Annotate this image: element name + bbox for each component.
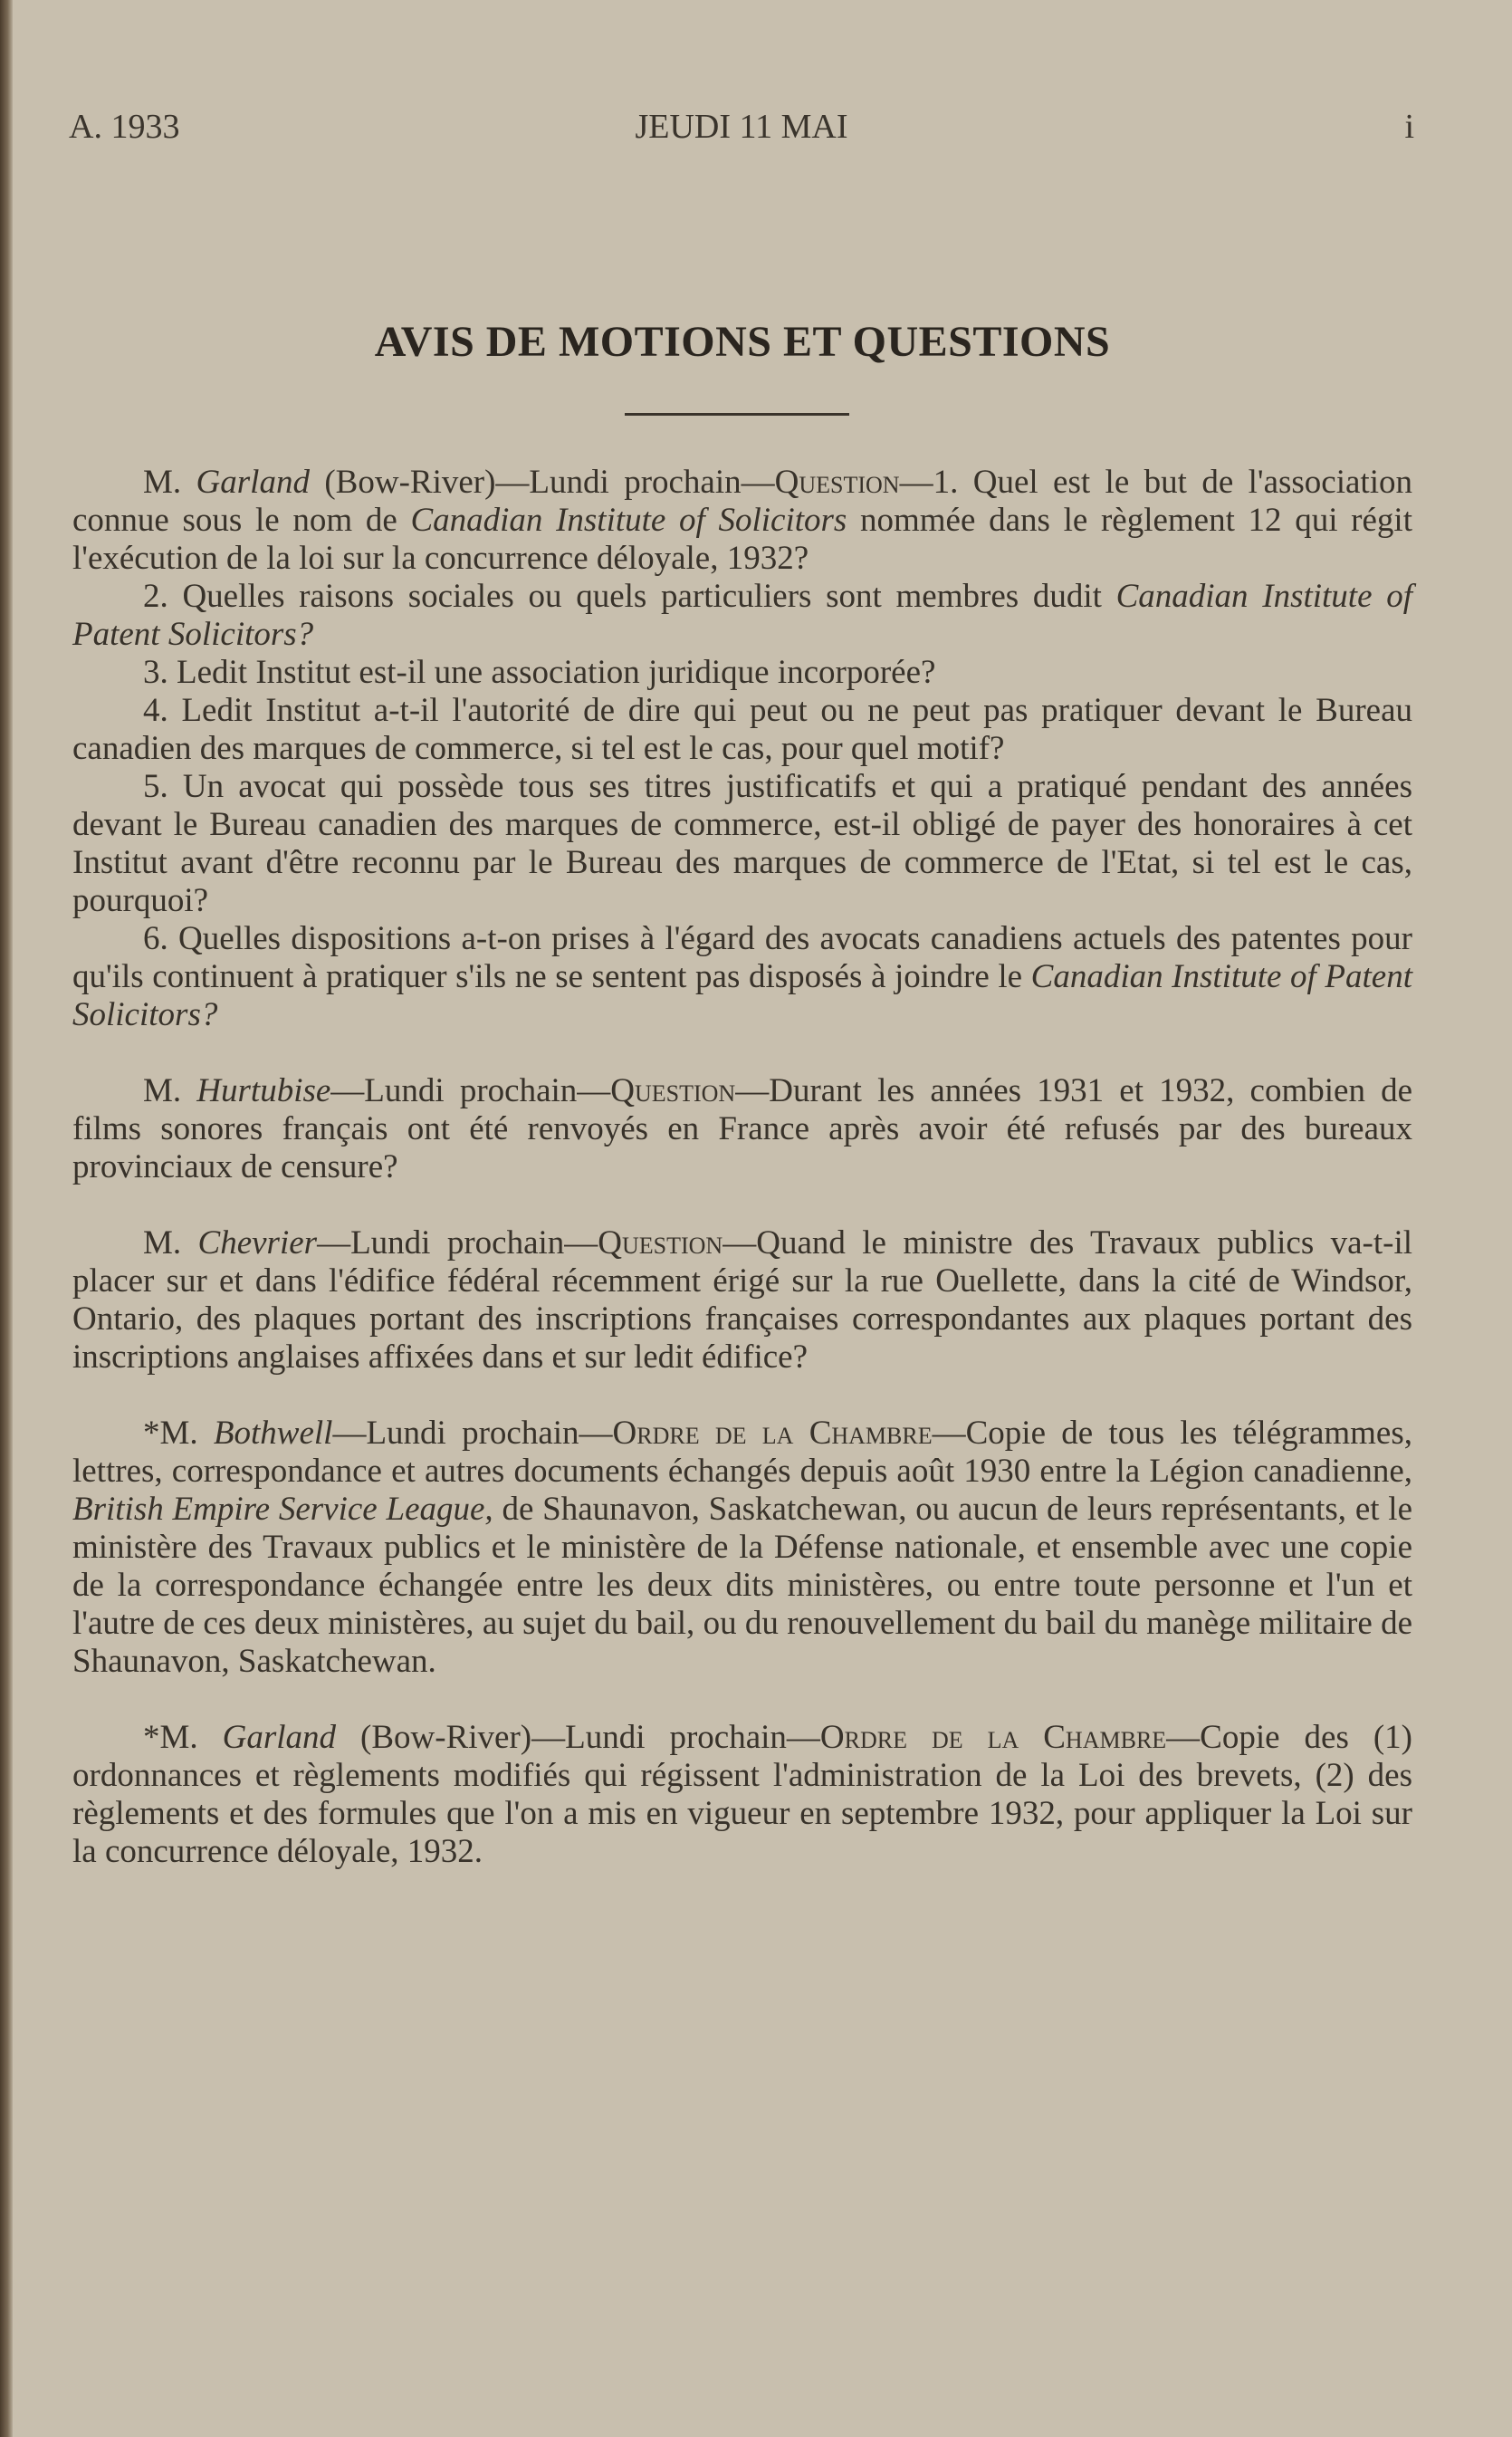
notice-type: Question [598,1224,723,1262]
notice-type: Question [774,464,900,501]
order-text: —Copie des (1) ordonnances et règlements modifiés qui régissent l'administration de la Loi des brevets, (2) des règlements et des formules que l'on a mis en vigueur en septembre 1932, pour appliquer la Loi sur la concurrence déloyale, 1932. [72,1719,1412,1870]
date-text: —Lundi prochain— [317,1224,598,1262]
question-text: —1. Quel est le but de l'association connue sous le nom de [72,464,1412,539]
garland-question-para-5: 5. Un avocat qui possède tous ses titres justificatifs et qui a pratiqué pendant des années devant le Bureau canadien des marques de commerce, est-il obligé de payer des honoraires à cet Institut avant d'être reconnu par le Bureau des marques de commerce de l'Etat, si tel est le cas, pourquoi? [72,768,1412,919]
header-year: A. 1933 [69,108,180,146]
bothwell-order [72,1415,1412,1681]
member-name: Chevrier [197,1224,318,1262]
hurtubise-question [72,1072,1412,1186]
institute-name: Canadian Institute of Solicitors [410,502,847,539]
date-text: —Lundi prochain— [330,1072,611,1109]
notice-type: Ordre de la Chambre [612,1415,933,1452]
member-prefix: *M. [143,1719,223,1756]
member-prefix: M. [143,464,196,501]
member-name: Bothwell [213,1415,333,1452]
garland-question-para-6 [72,920,1412,1034]
riding-and-date: (Bow-River)—Lundi prochain— [309,464,775,501]
page-title: AVIS DE MOTIONS ET QUESTIONS [374,318,1111,366]
date-text: —Lundi prochain— [332,1415,613,1452]
question-text: 6. Quelles dispositions a-t-on prises à l'égard des avocats canadiens actuels des patentes pour qu'ils continuent à pratiquer s'ils ne se sentent pas disposés à joindre le [72,920,1412,995]
riding-and-date: (Bow-River)—Lundi prochain— [336,1719,820,1756]
member-prefix: M. [143,1224,198,1262]
question-text: —Durant les années 1931 et 1932, combien de films sonores français ont été renvoyés en France après avoir été refusés par des bureaux provinciaux de censure? [72,1072,1413,1185]
member-prefix: *M. [143,1415,214,1452]
notices-body [72,464,1412,1871]
institute-name: Canadian Institute of Patent Solicitors? [72,578,1412,653]
notice-type: Ordre de la Chambre [819,1719,1167,1756]
garland-question-para-4: 4. Ledit Institut a-t-il l'autorité de dire qui peut ou ne peut pas pratiquer devant le Bureau canadien des marques de commerce, si tel est le cas, pour quel motif? [72,692,1412,767]
organization-name: British Empire Service League, [72,1491,493,1528]
running-header [69,107,1414,152]
garland-question-para-3: 3. Ledit Institut est-il une association juridique incorporée? [143,654,936,691]
garland-order [72,1719,1412,1871]
notice-type: Question [610,1072,736,1109]
header-date: JEUDI 11 MAI [635,108,848,146]
question-text: 2. Quelles raisons sociales ou quels particuliers sont membres dudit [143,578,1116,615]
title-divider [625,413,849,416]
order-text: —Copie de tous les télégrammes, lettres, correspondance et autres documents échangés depuis août 1930 entre la Légion canadienne, [72,1415,1412,1490]
garland-question-para-1 [72,464,1412,578]
question-text: nommée dans le règlement 12 qui régit l'exécution de la loi sur la concurrence déloyale, 1932? [72,502,1412,577]
header-page-number: i [1404,108,1414,146]
member-name: Garland [196,464,310,501]
member-name: Garland [222,1719,337,1756]
institute-name: Canadian Institute of Patent Solicitors? [72,958,1412,1033]
member-prefix: M. [143,1072,197,1109]
member-name: Hurtubise [196,1072,331,1109]
chevrier-question [72,1224,1412,1377]
question-text: —Quand le ministre des Travaux publics va-t-il placer sur et dans l'édifice fédéral récemment érigé sur la rue Ouellette, dans la cité de Windsor, Ontario, des plaques portant des inscriptions françaises correspondantes aux plaques portant des inscriptions anglaises affixées dans et sur ledit édifice? [72,1224,1413,1376]
garland-question-para-2 [72,578,1412,654]
order-text: de Shaunavon, Saskatchewan, ou aucun de leurs représentants, et le ministère des Travaux publics et le ministère de la Défense nationale, et ensemble avec une copie de la correspondance échangée entre les deux dits ministères, ou entre toute personne et l'un et l'autre de ces deux ministères, au sujet du bail, ou du renouvellement du bail du manège militaire de Shaunavon, Saskatchewan. [72,1491,1413,1680]
